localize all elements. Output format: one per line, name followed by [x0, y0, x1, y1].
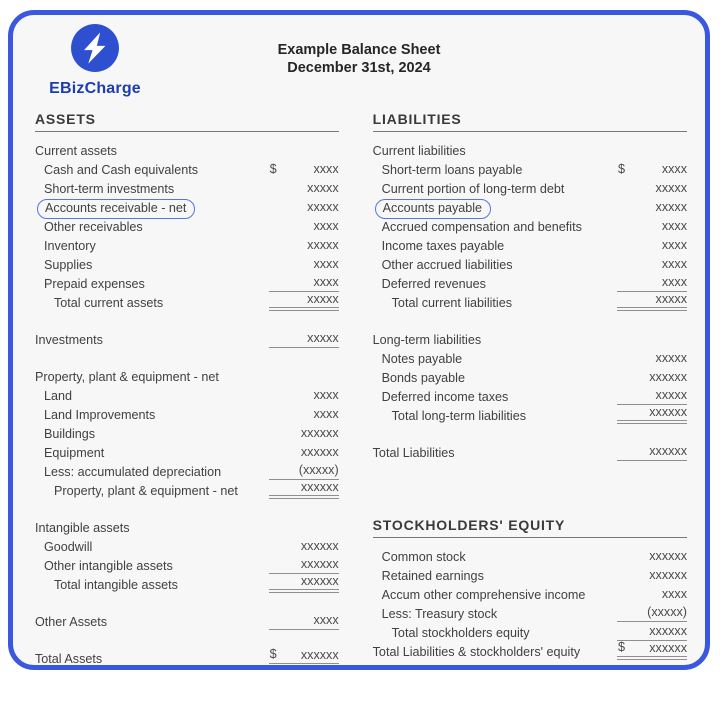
line-item-row: [373, 329, 687, 348]
line-item-label: Accrued compensation and benefits: [381, 220, 582, 234]
line-item-label: Inventory: [44, 239, 96, 253]
line-item-row: [35, 404, 339, 423]
line-item-label-cell: [35, 427, 269, 442]
line-item-label: Other receivables: [44, 220, 143, 234]
amount-cell: [269, 257, 339, 273]
line-item-label: Long-term liabilities: [372, 333, 482, 347]
amount-cell: [269, 219, 339, 235]
line-item-row: [373, 292, 687, 311]
amount-cell: [269, 426, 339, 442]
line-item-label-cell: [35, 389, 269, 404]
section-block: [373, 442, 687, 461]
amount-cell: [617, 275, 687, 292]
document-title: [13, 41, 705, 77]
amount-cell: [617, 370, 687, 386]
balance-sheet-card: [8, 10, 710, 670]
line-item-row: [373, 622, 687, 641]
line-item-row: [373, 273, 687, 292]
amount-placeholder: xxxxxx: [300, 648, 339, 662]
line-item-label-cell: [35, 182, 269, 197]
amount-cell: [617, 587, 687, 603]
line-item-label-cell: [373, 446, 617, 461]
line-item-row: [373, 140, 687, 159]
amount-cell: [269, 292, 339, 311]
amount-placeholder: xxxx: [313, 275, 339, 289]
amount-placeholder: xxxxxx: [649, 405, 687, 419]
line-item-row: [35, 273, 339, 292]
amount-cell: [269, 557, 339, 574]
line-item-row: [373, 254, 687, 273]
section-block: [35, 517, 339, 593]
line-item-label: Total current liabilities: [391, 296, 513, 310]
line-item-label-cell: [373, 163, 617, 178]
line-item-label: Total Assets: [35, 652, 103, 666]
amount-placeholder: xxxxx: [307, 181, 339, 195]
amount-cell: [269, 275, 339, 292]
line-item-row: [35, 140, 339, 159]
line-item-label-cell: [373, 199, 617, 216]
section-heading: STOCKHOLDERS' EQUITY: [373, 517, 687, 538]
line-item-row: [373, 235, 687, 254]
amount-cell: [269, 463, 339, 480]
line-item-label: Intangible assets: [35, 521, 130, 535]
line-item-label-cell: [373, 607, 617, 622]
line-item-row: [373, 178, 687, 197]
amount-cell: [269, 162, 339, 178]
amount-cell: [269, 200, 339, 216]
amount-cell: [269, 331, 339, 348]
column-assets: [35, 111, 339, 667]
line-item-label-cell: [373, 352, 617, 367]
section-heading: LIABILITIES: [373, 111, 687, 132]
line-item-label: Cash and Cash equivalents: [44, 163, 199, 177]
line-item-label-cell: [35, 239, 269, 254]
amount-placeholder: xxxxx: [655, 388, 687, 402]
line-item-row: [35, 461, 339, 480]
amount-placeholder: xxxx: [661, 587, 687, 601]
line-item-row: [35, 292, 339, 311]
line-item-label-cell: [373, 550, 617, 565]
amount-placeholder: xxxx: [313, 257, 339, 271]
section-heading: ASSETS: [35, 111, 339, 132]
line-item-label-cell: [35, 258, 269, 273]
section-block: [373, 329, 687, 424]
line-item-label: Other Assets: [35, 615, 108, 629]
amount-placeholder: xxxx: [313, 388, 339, 402]
currency-symbol: $: [269, 162, 277, 176]
line-item-row: [35, 197, 339, 216]
amount-placeholder: xxxxxx: [649, 370, 687, 384]
amount-placeholder: xxxx: [661, 275, 687, 289]
line-item-row: [35, 442, 339, 461]
line-item-label-cell: [373, 409, 617, 424]
line-item-label: Total stockholders equity: [391, 626, 530, 640]
line-item-label: Total long-term liabilities: [391, 409, 527, 423]
title-line2: December 31st, 2024: [287, 60, 431, 76]
line-item-label-cell: [373, 182, 617, 197]
currency-symbol: $: [269, 647, 277, 661]
amount-cell: [617, 605, 687, 622]
amount-cell: [617, 568, 687, 584]
column-liabilities: [373, 111, 687, 667]
amount-placeholder: xxxx: [661, 219, 687, 233]
amount-placeholder: xxxxxx: [649, 549, 687, 563]
amount-cell: [269, 388, 339, 404]
line-item-row: [35, 235, 339, 254]
amount-placeholder: xxxxx: [307, 292, 339, 306]
amount-placeholder: xxxx: [313, 219, 339, 233]
line-item-row: [35, 385, 339, 404]
line-item-label-cell: [35, 144, 269, 159]
header: [13, 15, 705, 107]
line-item-label-cell: [35, 199, 269, 216]
line-item-label-cell: [35, 446, 269, 461]
section-block: [35, 140, 339, 311]
line-item-label-cell: [373, 296, 617, 311]
line-item-label: Land: [44, 389, 73, 403]
line-item-label-cell: [35, 484, 269, 499]
amount-placeholder: xxxxx: [655, 181, 687, 195]
line-item-label: Deferred income taxes: [381, 390, 509, 404]
section-block: [373, 111, 687, 132]
line-item-label: Accum other comprehensive income: [381, 588, 586, 602]
line-item-label: Common stock: [381, 550, 466, 564]
amount-cell: [617, 624, 687, 641]
line-item-row: [373, 348, 687, 367]
line-item-row: [35, 536, 339, 555]
section-block: [35, 366, 339, 499]
line-item-label-cell: [373, 390, 617, 405]
section-block: [35, 111, 339, 132]
section-block: [35, 648, 339, 667]
amount-placeholder: xxxxxx: [300, 445, 339, 459]
amount-cell: [617, 351, 687, 367]
line-item-label: Short-term investments: [44, 182, 175, 196]
amount-placeholder: xxxxx: [307, 238, 339, 252]
line-item-row: [35, 366, 339, 385]
currency-symbol: $: [618, 640, 626, 654]
line-item-label: Total current assets: [54, 296, 164, 310]
amount-placeholder: (xxxxx): [647, 605, 687, 619]
line-item-label-cell: [35, 163, 269, 178]
line-item-row: [35, 517, 339, 536]
amount-placeholder: xxxxx: [655, 351, 687, 365]
amount-placeholder: xxxxx: [307, 200, 339, 214]
amount-placeholder: xxxxxx: [300, 574, 339, 588]
line-item-row: [35, 555, 339, 574]
line-item-label: Short-term loans payable: [381, 163, 523, 177]
line-item-label-cell: [373, 333, 617, 348]
line-item-row: [373, 367, 687, 386]
line-item-label: Less: Treasury stock: [381, 607, 498, 621]
brand-name: EBizCharge: [49, 80, 141, 97]
amount-placeholder: xxxxxx: [649, 641, 687, 655]
line-item-row: [35, 254, 339, 273]
line-item-label: Retained earnings: [381, 569, 484, 583]
amount-placeholder: xxxx: [313, 407, 339, 421]
line-item-label-cell: [35, 615, 269, 630]
amount-placeholder: xxxxxx: [649, 444, 687, 458]
line-item-row: [35, 480, 339, 499]
amount-cell: [617, 181, 687, 197]
line-item-row: [373, 442, 687, 461]
amount-cell: [617, 219, 687, 235]
amount-cell: [617, 549, 687, 565]
line-item-label-cell: [373, 626, 617, 641]
line-item-row: [373, 546, 687, 565]
amount-placeholder: xxxxxx: [300, 557, 339, 571]
line-item-label-cell: [373, 258, 617, 273]
line-item-label: Land Improvements: [44, 408, 156, 422]
line-item-label-cell: [373, 220, 617, 235]
amount-cell: [269, 480, 339, 499]
line-item-row: [35, 423, 339, 442]
amount-placeholder: xxxxxx: [300, 480, 339, 494]
line-item-label-cell: [35, 333, 269, 348]
line-item-label: Supplies: [44, 258, 93, 272]
amount-cell: [269, 181, 339, 197]
line-item-label: Deferred revenues: [381, 277, 486, 291]
line-item-label-cell: [35, 465, 269, 480]
line-item-label: Property, plant & equipment - net: [54, 484, 238, 498]
amount-placeholder: xxxx: [661, 238, 687, 252]
line-item-label-cell: [35, 521, 269, 536]
amount-cell: [617, 257, 687, 273]
line-item-label: Investments: [35, 333, 103, 347]
line-item-label: Bonds payable: [381, 371, 465, 385]
line-item-label-cell: [35, 540, 269, 555]
line-item-row: [35, 574, 339, 593]
amount-cell: [617, 292, 687, 311]
line-item-label: Property, plant & equipment - net: [35, 370, 219, 384]
line-item-label-cell: [373, 371, 617, 386]
amount-cell: [617, 162, 687, 178]
line-item-label-cell: [373, 569, 617, 584]
circled-line-item-label: Accounts receivable - net: [37, 199, 195, 219]
line-item-row: [373, 565, 687, 584]
currency-symbol: $: [618, 162, 626, 176]
amount-placeholder: xxxxx: [307, 331, 339, 345]
line-item-label: Less: accumulated depreciation: [44, 465, 222, 479]
line-item-row: [373, 197, 687, 216]
amount-cell: [269, 613, 339, 630]
line-item-row: [373, 159, 687, 178]
circled-line-item-label: Accounts payable: [375, 199, 491, 219]
amount-cell: [269, 539, 339, 555]
line-item-row: [373, 584, 687, 603]
section-block: [373, 517, 687, 538]
line-item-label-cell: [35, 277, 269, 292]
line-item-row: [35, 611, 339, 630]
amount-placeholder: xxxx: [313, 162, 339, 176]
line-item-row: [35, 648, 339, 667]
line-item-row: [35, 159, 339, 178]
amount-cell: [269, 648, 339, 667]
line-item-row: [35, 178, 339, 197]
line-item-label-cell: [35, 408, 269, 423]
line-item-label: Income taxes payable: [381, 239, 505, 253]
line-item-row: [35, 329, 339, 348]
line-item-label-cell: [373, 239, 617, 254]
line-item-row: [373, 386, 687, 405]
line-item-row: [373, 641, 687, 660]
line-item-row: [373, 603, 687, 622]
line-item-label: Prepaid expenses: [44, 277, 145, 291]
amount-placeholder: xxxxxx: [300, 426, 339, 440]
line-item-label: Other accrued liabilities: [381, 258, 513, 272]
amount-cell: [617, 641, 687, 660]
line-item-label: Notes payable: [381, 352, 463, 366]
line-item-label: Total Liabilities: [372, 446, 455, 460]
line-item-label-cell: [35, 296, 269, 311]
amount-cell: [617, 238, 687, 254]
line-item-label-cell: [373, 645, 617, 660]
title-line1: Example Balance Sheet: [277, 42, 441, 58]
amount-cell: [617, 444, 687, 461]
amount-placeholder: (xxxxx): [298, 463, 339, 477]
amount-cell: [617, 405, 687, 424]
columns: [13, 107, 705, 667]
amount-cell: [617, 388, 687, 405]
line-item-label-cell: [35, 370, 269, 385]
section-block: [373, 140, 687, 311]
line-item-label: Current portion of long-term debt: [381, 182, 565, 196]
amount-placeholder: xxxxx: [655, 292, 687, 306]
section-block: [35, 329, 339, 348]
line-item-row: [373, 405, 687, 424]
line-item-label-cell: [35, 220, 269, 235]
section-block: [373, 546, 687, 660]
line-item-label-cell: [373, 588, 617, 603]
amount-cell: [269, 407, 339, 423]
line-item-label-cell: [35, 578, 269, 593]
amount-placeholder: xxxx: [661, 257, 687, 271]
line-item-label: Buildings: [44, 427, 96, 441]
amount-placeholder: xxxxxx: [649, 624, 687, 638]
amount-placeholder: xxxx: [313, 613, 339, 627]
line-item-label-cell: [373, 144, 617, 159]
line-item-label: Equipment: [44, 446, 105, 460]
line-item-label: Current liabilities: [372, 144, 466, 158]
amount-cell: [269, 238, 339, 254]
line-item-label-cell: [35, 652, 269, 667]
line-item-label-cell: [35, 559, 269, 574]
section-block: [35, 611, 339, 630]
amount-cell: [617, 200, 687, 216]
amount-placeholder: xxxxxx: [300, 539, 339, 553]
amount-cell: [269, 574, 339, 593]
line-item-label: Total intangible assets: [54, 578, 178, 592]
line-item-label-cell: [373, 277, 617, 292]
amount-placeholder: xxxxx: [655, 200, 687, 214]
line-item-label: Total Liabilities & stockholders' equity: [372, 645, 581, 659]
amount-placeholder: xxxx: [661, 162, 687, 176]
amount-cell: [269, 445, 339, 461]
line-item-label: Current assets: [35, 144, 117, 158]
amount-placeholder: xxxxxx: [649, 568, 687, 582]
line-item-label: Other intangible assets: [44, 559, 173, 573]
line-item-label: Goodwill: [44, 540, 93, 554]
